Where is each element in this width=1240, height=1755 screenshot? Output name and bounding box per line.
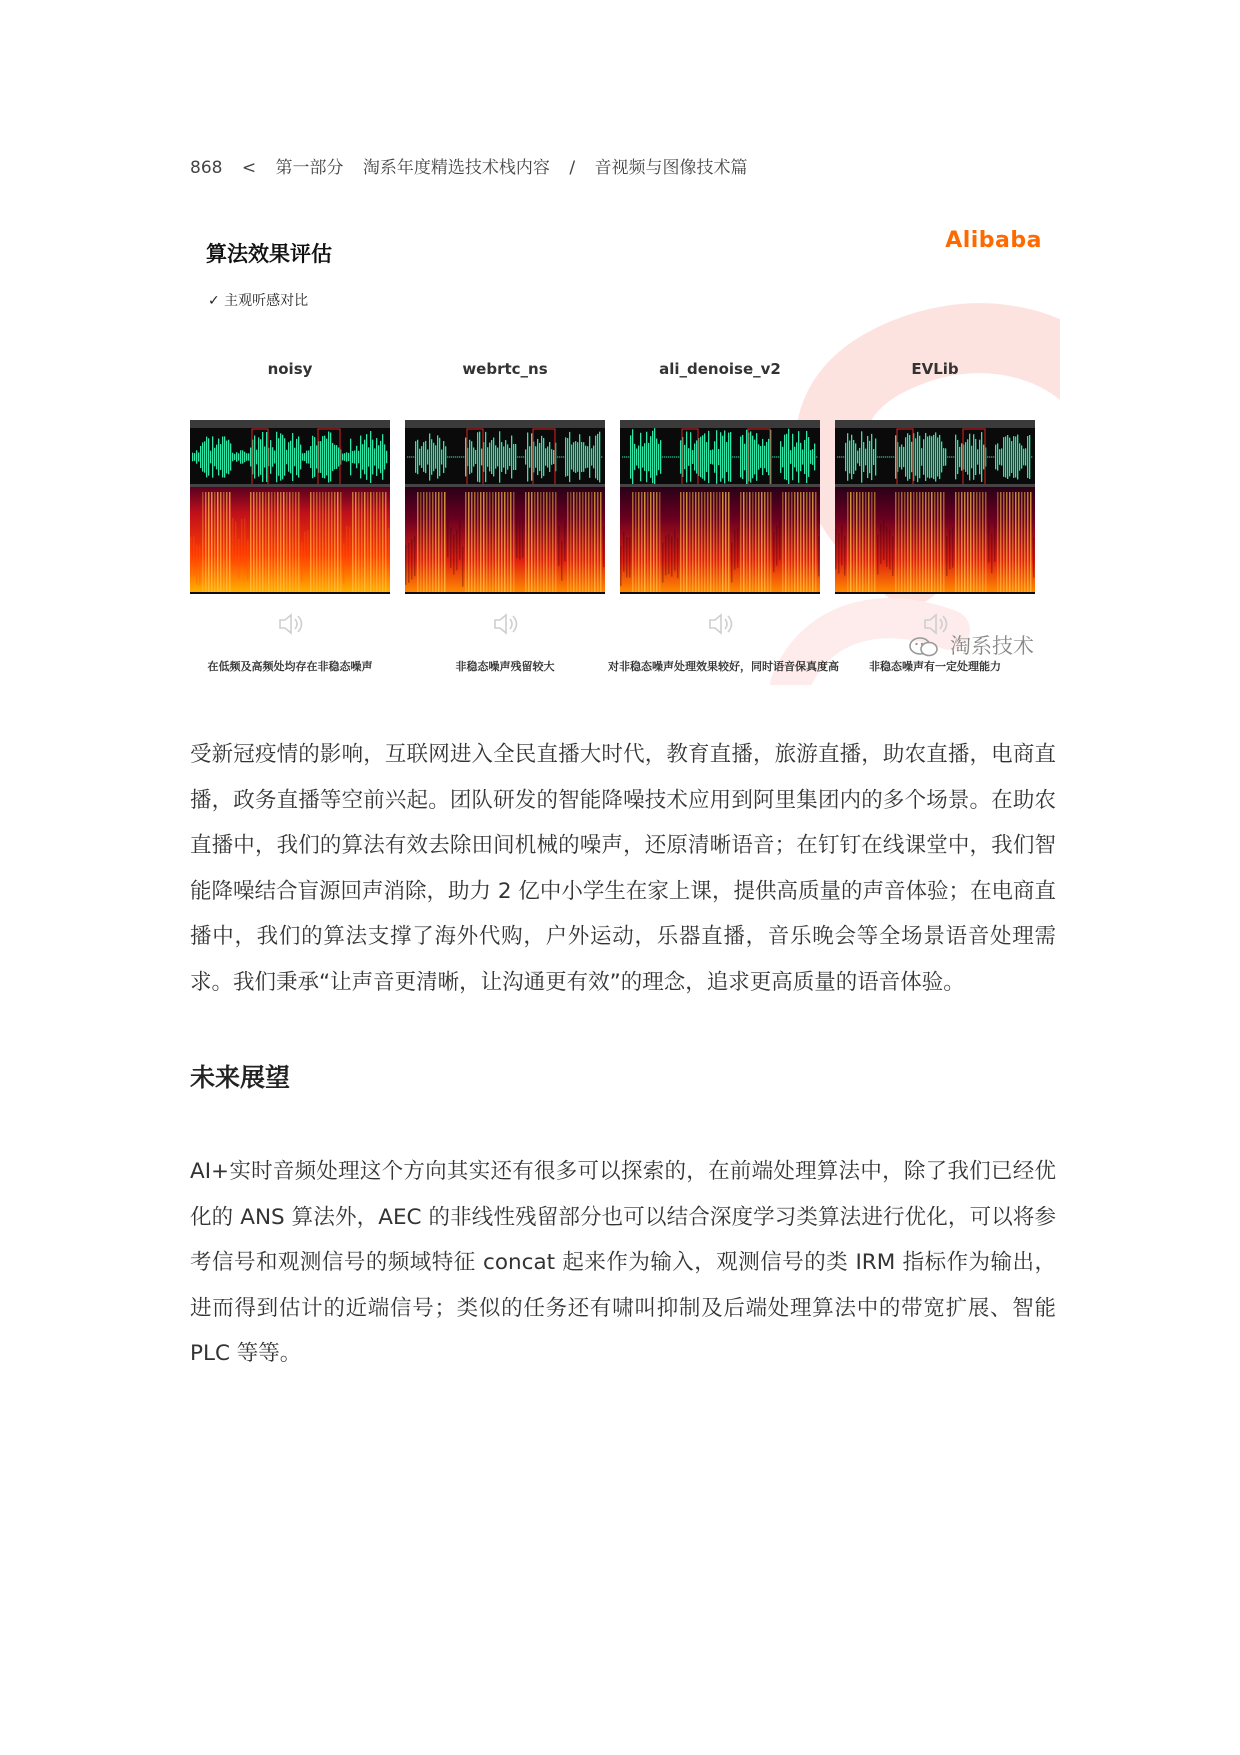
- chapter-title: 音视频与图像技术篇: [594, 158, 748, 178]
- comparison-panel: [405, 210, 605, 685]
- panel-method-name: noisy: [267, 360, 313, 378]
- watermark: [909, 630, 1034, 660]
- speaker-icon[interactable]: [620, 610, 820, 638]
- slide-figure: [190, 210, 1060, 685]
- header-separator: <: [241, 158, 257, 178]
- waveform-spectrogram-image: [620, 420, 820, 594]
- panel-caption: 非稳态噪声有一定处理能力: [869, 660, 1001, 673]
- speaker-icon[interactable]: [405, 610, 605, 638]
- waveform-spectrogram-image: [405, 420, 605, 594]
- waveform-spectrogram-image: [190, 420, 390, 594]
- panel-method-name: ali_denoise_v2: [659, 360, 781, 378]
- panel-method-name: EVLib: [911, 360, 959, 378]
- running-header: [190, 153, 761, 178]
- comparison-panel: [835, 210, 1035, 685]
- book-title: 淘系年度精选技术栈内容: [362, 158, 550, 178]
- comparison-panel: [190, 210, 390, 685]
- section-heading: 未来展望: [190, 1063, 291, 1092]
- body-paragraph-2: AI+实时音频处理这个方向其实还有很多可以探索的，在前端处理算法中，除了我们已经优化的 ANS 算法外，AEC 的非线性残留部分也可以结合深度学习类算法进行优化，可以将参考信号和观测信号的频域特征 concat 起来作为输入，观测信号的类 IRM 指标作为输出，进而得到估计的近端信号；类似的任务还有啸叫抑制及后端处理算法中的带宽扩展、智能 PLC 等等。: [190, 1159, 1056, 1366]
- alibaba-logo: Alibaba: [945, 228, 1042, 253]
- wechat-icon: [909, 636, 939, 658]
- panel-caption: 非稳态噪声残留较大: [455, 660, 555, 673]
- speaker-icon[interactable]: [190, 610, 390, 638]
- page-number: 868: [190, 158, 223, 178]
- panel-method-name: webrtc_ns: [462, 360, 548, 378]
- panel-caption: 在低频及高频处均存在非稳态噪声: [207, 660, 373, 673]
- header-slash: /: [569, 158, 576, 178]
- comparison-panel: [608, 210, 839, 685]
- watermark-text: 淘系技术: [950, 634, 1034, 658]
- body-paragraph-1: 受新冠疫情的影响，互联网进入全民直播大时代，教育直播，旅游直播，助农直播，电商直播，政务直播等空前兴起。团队研发的智能降噪技术应用到阿里集团内的多个场景。在助农直播中，我们的算法有效去除田间机械的噪声，还原清晰语音；在钉钉在线课堂中，我们智能降噪结合盲源回声消除，助力 2 亿中小学生在家上课，提供高质量的声音体验；在电商直播中，我们的算法支撑了海外代购，户外运动，乐器直播，音乐晚会等全场景语音处理需求。我们秉承“让声音更清晰，让沟通更有效”的理念，追求更高质量的语音体验。: [190, 742, 1056, 995]
- slide-title: 算法效果评估: [206, 242, 332, 266]
- waveform-spectrogram-image: [835, 420, 1035, 594]
- slide-subtitle: ✓ 主观听感对比: [208, 293, 309, 309]
- panel-caption: 对非稳态噪声处理效果较好，同时语音保真度高: [608, 660, 839, 673]
- part-label: 第一部分: [275, 158, 344, 178]
